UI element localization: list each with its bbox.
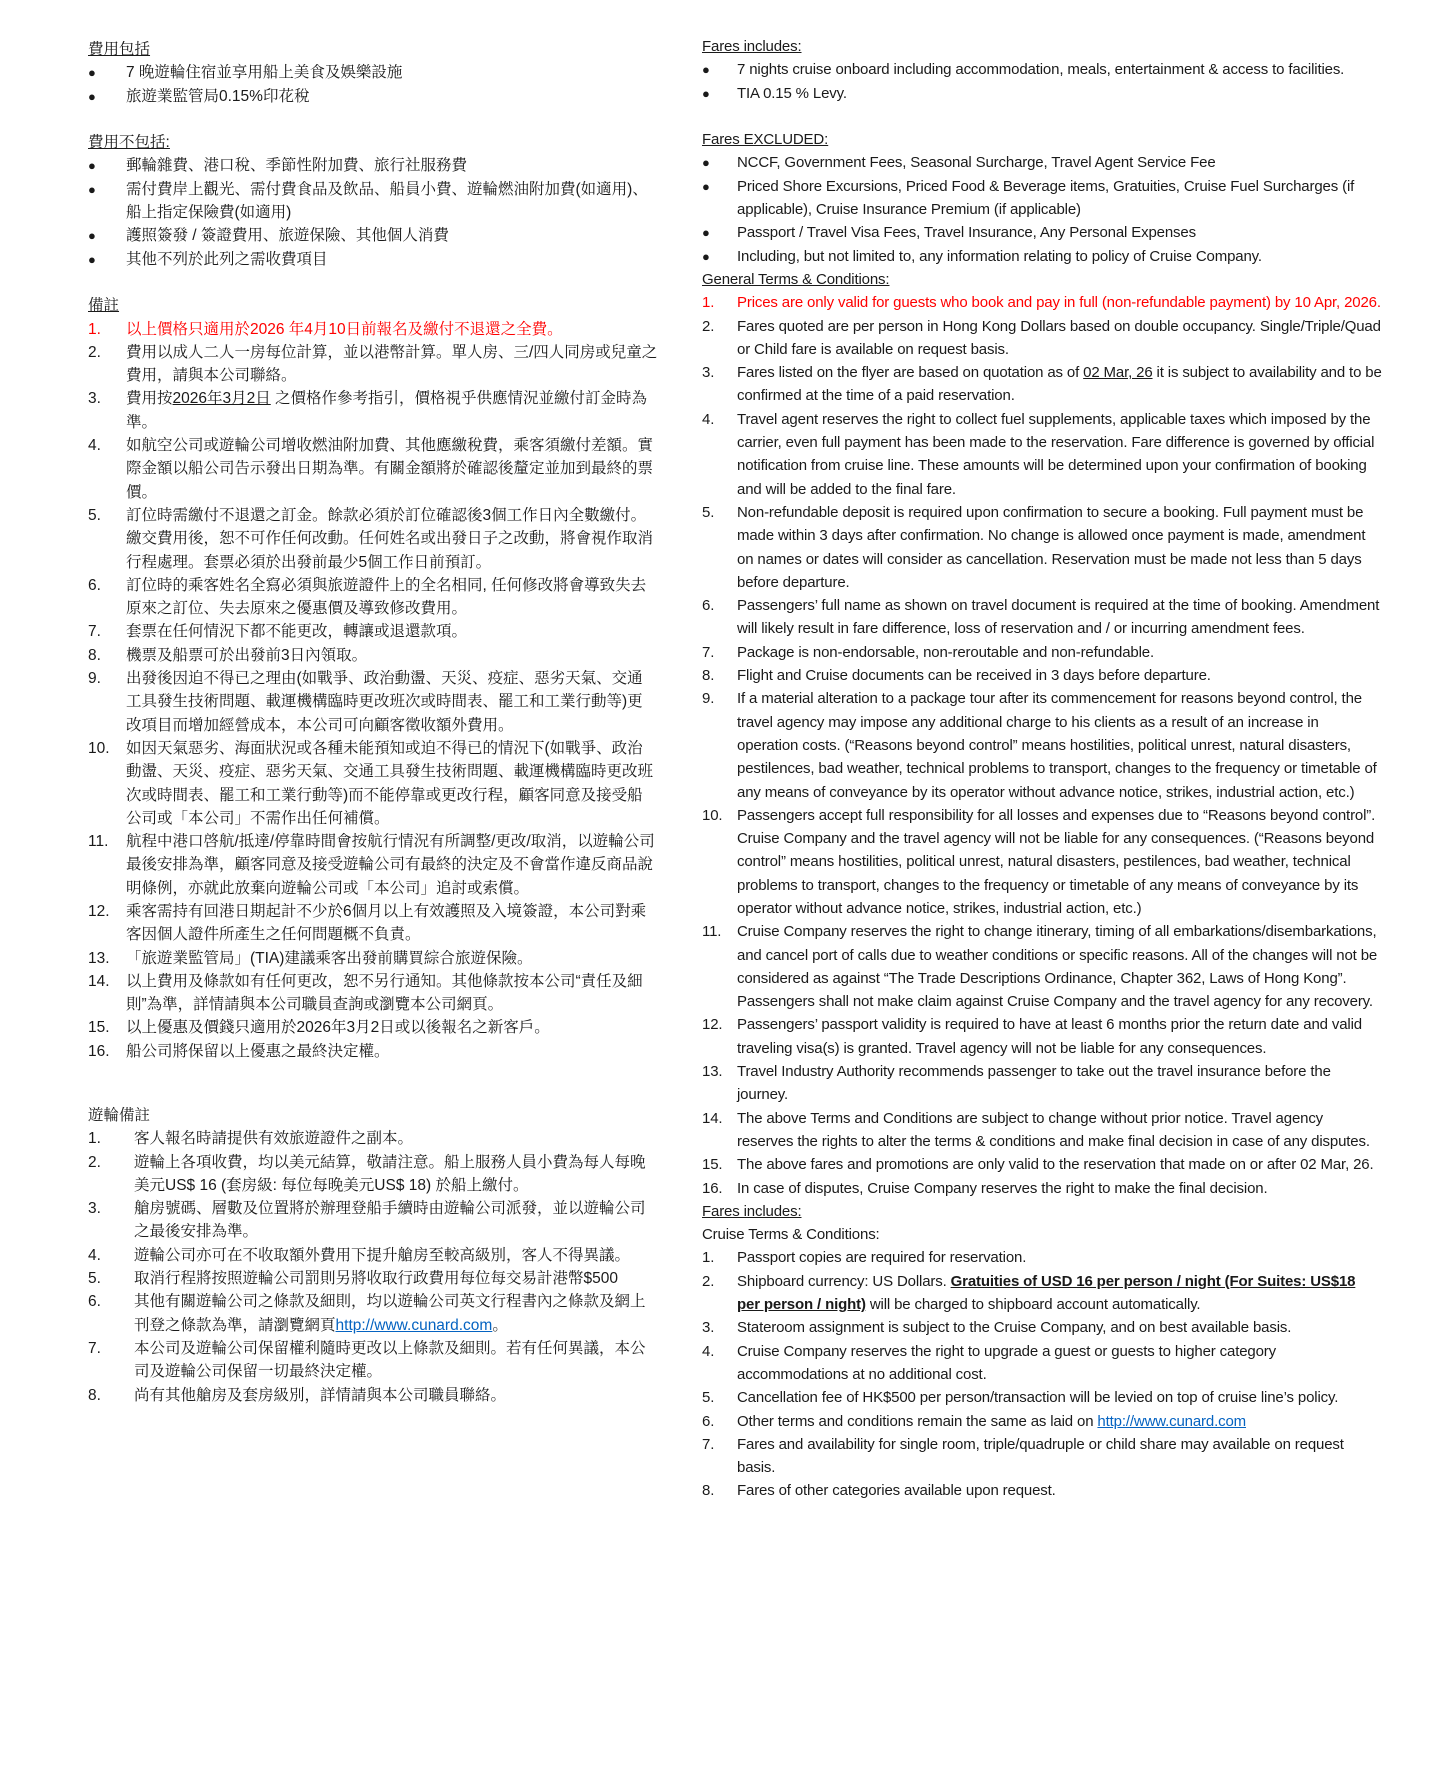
list-item xyxy=(88,248,658,271)
item-text xyxy=(134,1127,658,1150)
text-segment: 套票在任何情況下都不能更改，轉讓或退還款項。 xyxy=(126,623,468,641)
list-item xyxy=(88,1244,658,1267)
list-item xyxy=(702,408,1382,501)
item-number: 7. xyxy=(88,1339,101,1357)
list-item xyxy=(702,1153,1382,1176)
list-item xyxy=(88,434,658,504)
section-heading-notes: 備註 xyxy=(88,297,120,315)
item-number: 9. xyxy=(88,670,101,688)
item-number: 6. xyxy=(702,597,715,615)
list-item xyxy=(88,644,658,667)
item-text xyxy=(737,920,1382,1013)
list-item xyxy=(88,900,658,947)
text-segment: 航程中港口啓航/抵達/停靠時間會按航行情況有所調整/更改/取消，以遊輪公司最後安排為準，顧客同意及接受遊輪公司有最終的決定及不會當作違反商品說明條例，亦就此放棄向遊輪公司或「本公司」追討或索償。 xyxy=(126,833,655,897)
item-number: 6. xyxy=(702,1412,715,1430)
text-segment: Passengers accept full responsibility for all losses and expenses due to “Reasons beyond control”. Cruise Company and the travel agency will not be liable for any consequences. (“Reasons beyond control” means hostilities, political unrest, natural disasters, pestilences, bad weather, technical problems to transport, changes to the frequency or timetable of any means of conveyance by its operator without advance notice, strikes, industrial action, etc.) xyxy=(737,806,1376,917)
item-number: 4. xyxy=(702,1342,715,1360)
english-terms-column xyxy=(702,35,1382,1503)
text-segment: 尚有其他艙房及套房級別，詳情請與本公司職員聯絡。 xyxy=(134,1386,507,1404)
item-number: 3. xyxy=(88,1200,101,1218)
item-text xyxy=(737,1013,1382,1060)
includes-list xyxy=(88,61,658,108)
item-number: 1. xyxy=(702,1249,715,1267)
bullet-icon: ● xyxy=(88,158,96,174)
section-heading-cruise-terms: Cruise Terms & Conditions: xyxy=(702,1226,880,1244)
item-text xyxy=(737,1479,1382,1502)
item-number: 5. xyxy=(88,1270,101,1288)
item-number: 5. xyxy=(88,506,101,524)
section-heading-general-terms: General Terms & Conditions: xyxy=(702,270,890,288)
list-item xyxy=(88,61,658,84)
item-text xyxy=(134,1197,658,1244)
list-item xyxy=(702,1479,1382,1502)
section-heading-fares-includes-2: Fares includes: xyxy=(702,1202,802,1220)
cunard-link[interactable]: http://www.cunard.com xyxy=(1097,1412,1247,1430)
item-number: 5. xyxy=(702,1389,715,1407)
cruise-notes-column xyxy=(88,1104,658,1407)
text-segment: 。 xyxy=(492,1316,508,1334)
item-text xyxy=(737,1107,1382,1154)
item-number: 13. xyxy=(702,1063,723,1081)
bullet-icon: ● xyxy=(88,65,96,81)
item-text xyxy=(737,151,1382,174)
text-segment: 訂位時的乘客姓名全寫必須與旅遊證件上的全名相同, 任何修改將會導致失去原來之訂位、失去原來之優惠價及導致修改費用。 xyxy=(126,576,647,618)
item-text xyxy=(126,248,658,271)
list-item xyxy=(702,664,1382,687)
item-number: 11. xyxy=(702,923,722,941)
text-segment: Fares quoted are per person in Hong Kong Dollars based on double occupancy. Single/Triple/Quad or Child fare is available on request basis. xyxy=(737,317,1381,358)
item-number: 16. xyxy=(702,1179,723,1197)
text-segment: 如航空公司或遊輪公司增收燃油附加費、其他應繳稅費，乘客須繳付差額。實際金額以船公司告示發出日期為準。有關金額將於確認後釐定並加到最終的票價。 xyxy=(126,437,654,501)
list-item xyxy=(88,341,658,388)
item-text xyxy=(737,1246,1382,1269)
list-item xyxy=(702,1386,1382,1409)
item-number: 2. xyxy=(702,1272,715,1290)
bullet-icon: ● xyxy=(702,225,710,241)
item-text xyxy=(737,1433,1382,1480)
bullet-icon: ● xyxy=(702,85,710,101)
fares-includes-list xyxy=(702,58,1382,105)
text-segment: 郵輪雜費、港口稅、季節性附加費、旅行社服務費 xyxy=(126,157,468,175)
list-item xyxy=(702,82,1382,105)
bullet-icon: ● xyxy=(702,248,710,264)
list-item xyxy=(702,641,1382,664)
list-item xyxy=(88,1197,658,1244)
text-segment: 2026年3月2日 xyxy=(172,390,271,408)
item-text xyxy=(134,1384,658,1407)
text-segment: 客人報名時請提供有效旅遊證件之副本。 xyxy=(134,1130,414,1148)
item-text xyxy=(126,644,658,667)
item-text xyxy=(134,1290,658,1337)
item-text xyxy=(126,318,658,341)
section-heading-includes: 費用包括 xyxy=(88,41,151,58)
item-text xyxy=(737,245,1382,268)
item-number: 4. xyxy=(702,410,715,428)
text-segment: Non-refundable deposit is required upon confirmation to secure a booking. Full payment must be made within 3 days after confirmation. No change is allowed once payment is made, amendment on names or dates will consider as cancellation. Reservation must be made not less than 5 days before departure. xyxy=(737,503,1366,591)
text-segment: 如因天氣惡劣、海面狀況或各種未能預知或迫不得已的情況下(如戰爭、政治動盪、天災、疫症、惡劣天氣、交通工具發生技術問題、載運機構臨時更改班次或時間表、罷工和工業行動等)而不能停靠或更改行程，顧客同意及接受船公司或「本公司」不需作出任何補償。 xyxy=(126,739,654,827)
item-number: 8. xyxy=(88,646,101,664)
text-segment: 機票及船票可於出發前3日內領取。 xyxy=(126,646,368,664)
text-segment: Cancellation fee of HK$500 per person/transaction will be levied on top of cruise line’s policy. xyxy=(737,1389,1339,1407)
item-text xyxy=(737,1153,1382,1176)
item-number: 2. xyxy=(702,317,715,335)
list-item xyxy=(88,830,658,900)
list-item xyxy=(702,501,1382,594)
item-text xyxy=(126,830,658,900)
item-number: 7. xyxy=(702,1435,715,1453)
list-item xyxy=(702,291,1382,314)
list-item xyxy=(702,151,1382,174)
bullet-icon: ● xyxy=(88,181,96,197)
list-item xyxy=(702,804,1382,920)
item-text xyxy=(126,61,658,84)
item-text xyxy=(737,1060,1382,1107)
item-text xyxy=(126,178,658,225)
item-number: 14. xyxy=(88,972,110,990)
item-number: 6. xyxy=(88,576,101,594)
item-text xyxy=(737,664,1382,687)
bullet-icon: ● xyxy=(88,88,96,104)
cunard-link[interactable]: http://www.cunard.com xyxy=(335,1316,493,1334)
item-number: 10. xyxy=(88,739,110,757)
item-text xyxy=(126,620,658,643)
item-text xyxy=(126,1040,658,1063)
item-number: 3. xyxy=(702,1319,715,1337)
item-number: 8. xyxy=(702,1482,715,1500)
text-segment: 「旅遊業監管局」(TIA)建議乘客出發前購買綜合旅遊保險。 xyxy=(126,949,533,967)
item-number: 4. xyxy=(88,437,101,455)
item-number: 10. xyxy=(702,806,723,824)
text-segment: Travel Industry Authority recommends passenger to take out the travel insurance before the journey. xyxy=(737,1063,1331,1104)
item-number: 6. xyxy=(88,1293,101,1311)
list-item xyxy=(702,175,1382,222)
text-segment: 護照簽發 / 簽證費用、旅遊保險、其他個人消費 xyxy=(126,227,449,245)
text-segment: 出發後因迫不得已之理由(如戰爭、政治動盪、天災、疫症、惡劣天氣、交通工具發生技術問題、載運機構臨時更改班次或時間表、罷工和工業行動等)更改項目而增加經營成本，本公司可向顧客徵收額外費用。 xyxy=(126,670,643,734)
list-item xyxy=(702,1177,1382,1200)
list-item xyxy=(88,1384,658,1407)
item-text xyxy=(737,1270,1382,1317)
item-number: 12. xyxy=(702,1016,723,1034)
item-text xyxy=(737,408,1382,501)
list-item xyxy=(702,1060,1382,1107)
list-item xyxy=(702,1340,1382,1387)
list-item xyxy=(88,154,658,177)
list-item xyxy=(88,318,658,341)
text-segment: Flight and Cruise documents can be received in 3 days before departure. xyxy=(737,667,1211,685)
item-text xyxy=(134,1267,658,1290)
text-segment: Priced Shore Excursions, Priced Food & Beverage items, Gratuities, Cruise Fuel Surcharges (if applicable), Cruise Insurance Premium (if applicable) xyxy=(737,177,1355,219)
item-text xyxy=(737,361,1382,408)
item-number: 8. xyxy=(702,667,715,685)
item-number: 15. xyxy=(88,1019,110,1037)
item-text xyxy=(126,900,658,947)
list-item xyxy=(88,620,658,643)
text-segment: Passengers’ full name as shown on travel document is required at the time of booking. Amendment will likely result in fare difference, loss of reservation and / or incurring amendment fees. xyxy=(737,597,1380,638)
item-text xyxy=(737,175,1382,222)
text-segment: 旅遊業監管局0.15%印花稅 xyxy=(126,87,310,105)
text-segment: 以上價格只適用於2026 年4月10日前報名及繳付不退還之全費。 xyxy=(126,320,563,338)
item-number: 13. xyxy=(88,949,110,967)
item-text xyxy=(126,387,658,434)
item-number: 3. xyxy=(88,390,101,408)
item-number: 1. xyxy=(88,320,101,338)
text-segment: Stateroom assignment is subject to the Cruise Company, and on best available basis. xyxy=(737,1319,1292,1337)
item-number: 11. xyxy=(88,833,109,851)
item-number: 7. xyxy=(88,623,101,641)
text-segment: 遊輪上各項收費，均以美元結算，敬請注意。船上服務人員小費為每人每晚美元US$ 16 (套房級: 每位每晚美元US$ 18) 於船上繳付。 xyxy=(134,1153,646,1194)
item-number: 12. xyxy=(88,902,110,920)
text-segment: 其他不列於此列之需收費項目 xyxy=(126,250,328,268)
text-segment: Passengers’ passport validity is required to have at least 6 months prior the return date and valid traveling visa(s) is granted. Travel agency will not be liable for any consequences. xyxy=(737,1016,1362,1057)
text-segment: 遊輪公司亦可在不收取額外費用下提升艙房至較高級別，客人不得異議。 xyxy=(134,1246,631,1264)
text-segment: 本公司及遊輪公司保留權利隨時更改以上條款及細則。若有任何異議，本公司及遊輪公司保留一切最終決定權。 xyxy=(134,1339,646,1381)
text-segment: 取消行程將按照遊輪公司罰則另將收取行政費用每位每交易計港幣$500 xyxy=(134,1270,618,1288)
text-segment: 訂位時需繳付不退還之訂金。餘款必須於訂位確認後3個工作日內全數繳付。繳交費用後，恕不可作任何改動。任何姓名或出發日子之改動，將會視作取消行程處理。套票必須於出發前最少5個工作日前預訂。 xyxy=(126,506,654,571)
text-segment: 艙房號碼、層數及位置將於辦理登船手續時由遊輪公司派發，並以遊輪公司之最後安排為準。 xyxy=(134,1200,646,1241)
item-text xyxy=(737,687,1382,803)
item-text xyxy=(134,1337,658,1384)
item-number: 5. xyxy=(702,503,715,521)
fares-excluded-list xyxy=(702,151,1382,267)
item-number: 1. xyxy=(702,294,715,312)
item-text xyxy=(134,1151,658,1198)
text-segment: TIA 0.15 % Levy. xyxy=(737,84,847,102)
list-item xyxy=(702,1410,1382,1433)
cruise-terms-list xyxy=(702,1246,1382,1502)
list-item xyxy=(88,224,658,247)
text-segment: will be charged to shipboard account automatically. xyxy=(865,1296,1201,1314)
item-number: 1. xyxy=(88,1130,101,1148)
item-number: 15. xyxy=(702,1156,723,1174)
item-text xyxy=(737,1177,1382,1200)
text-segment: 船公司將保留以上優惠之最終決定權。 xyxy=(126,1042,390,1060)
item-number: 14. xyxy=(702,1109,723,1127)
text-segment: 需付費岸上觀光、需付費食品及飲品、船員小費、遊輪燃油附加費(如適用)、船上指定保險費(如適用) xyxy=(126,180,648,222)
text-segment: 以上優惠及價錢只適用於2026年3月2日或以後報名之新客戶。 xyxy=(126,1019,550,1037)
section-heading-fares-excluded: Fares EXCLUDED: xyxy=(702,131,829,149)
list-item xyxy=(702,1246,1382,1269)
chinese-terms-column xyxy=(88,38,658,1063)
section-heading-fares-includes: Fares includes: xyxy=(702,38,802,55)
item-number: 8. xyxy=(88,1386,101,1404)
bullet-icon: ● xyxy=(702,178,710,194)
text-segment: 費用按 xyxy=(126,390,173,408)
text-segment: Fares listed on the flyer are based on quotation as of xyxy=(737,364,1084,382)
item-text xyxy=(737,594,1382,641)
item-text xyxy=(126,504,658,574)
item-text xyxy=(737,1340,1382,1387)
item-number: 16. xyxy=(88,1042,110,1060)
bullet-icon: ● xyxy=(88,251,96,267)
list-item xyxy=(702,1013,1382,1060)
text-segment: 費用以成人二人一房每位計算，並以港幣計算。單人房、三/四人同房或兒童之費用，請與本公司聯絡。 xyxy=(126,343,658,385)
list-item xyxy=(702,245,1382,268)
list-item xyxy=(702,920,1382,1013)
general-terms-list xyxy=(702,291,1382,1200)
bullet-icon: ● xyxy=(702,62,710,78)
text-segment: 之價格作參考指引，價格視乎供應情況並繳付訂金時為準。 xyxy=(126,390,648,431)
item-text xyxy=(737,315,1382,362)
list-item xyxy=(88,1127,658,1150)
text-segment: Fares and availability for single room, triple/quadruple or child share may available on request basis. xyxy=(737,1435,1344,1477)
item-text xyxy=(126,947,658,970)
list-item xyxy=(702,1316,1382,1339)
item-number: 2. xyxy=(88,1153,101,1171)
list-item xyxy=(88,1290,658,1337)
list-item xyxy=(88,504,658,574)
text-segment: 7 晚遊輪住宿並享用船上美食及娛樂設施 xyxy=(126,64,403,82)
list-item xyxy=(88,85,658,108)
list-item xyxy=(702,315,1382,362)
list-item xyxy=(88,947,658,970)
text-segment: 02 Mar, 26 xyxy=(1083,364,1153,382)
item-text xyxy=(126,434,658,504)
item-text xyxy=(126,667,658,737)
item-text xyxy=(134,1244,658,1267)
list-item xyxy=(88,387,658,434)
text-segment: Passport copies are required for reservation. xyxy=(737,1249,1027,1267)
item-text xyxy=(737,221,1382,244)
list-item xyxy=(88,1151,658,1198)
item-text xyxy=(737,641,1382,664)
list-item xyxy=(702,221,1382,244)
bullet-icon: ● xyxy=(88,228,96,244)
text-segment: Gratuities of USD 16 per person / night (For Suites: US$18 per person / night) xyxy=(737,1272,1356,1314)
item-text xyxy=(737,501,1382,594)
list-item xyxy=(702,687,1382,803)
item-number: 2. xyxy=(88,343,101,361)
item-text xyxy=(126,574,658,621)
list-item xyxy=(88,1337,658,1384)
text-segment: 7 nights cruise onboard including accommodation, meals, entertainment & access to facilities. xyxy=(737,61,1345,79)
text-segment: The above fares and promotions are only valid to the reservation that made on or after 02 Mar, 26. xyxy=(737,1156,1374,1174)
text-segment: If a material alteration to a package tour after its commencement for reasons beyond control, the travel agency may impose any additional charge to his clients as a result of an increase in operation costs. (“Reasons beyond control” means hostilities, political unrest, natural disasters, pestilences, bad weather, technical problems to transport, changes to the frequency or timetable of any means of conveyance by its operator without advance notice, strikes, industrial action, etc.) xyxy=(737,690,1377,801)
section-heading-excludes: 費用不包括: xyxy=(88,134,170,152)
list-item xyxy=(88,1016,658,1039)
notes-list xyxy=(88,318,658,1064)
list-item xyxy=(88,970,658,1017)
list-item xyxy=(702,594,1382,641)
section-heading-cruise-notes: 遊輪備註 xyxy=(88,1107,151,1124)
text-segment: Including, but not limited to, any information relating to policy of Cruise Company. xyxy=(737,247,1262,265)
list-item xyxy=(88,1267,658,1290)
item-text xyxy=(737,804,1382,920)
list-item xyxy=(702,361,1382,408)
item-text xyxy=(126,341,658,388)
text-segment: The above Terms and Conditions are subject to change without prior notice. Travel agency reserves the rights to alter the terms & conditions and make final decision in case of any disputes. xyxy=(737,1109,1370,1150)
list-item xyxy=(88,574,658,621)
item-text xyxy=(737,58,1382,81)
text-segment: Cruise Company reserves the right to upgrade a guest or guests to higher category accommodations at no additional cost. xyxy=(737,1342,1276,1383)
item-text xyxy=(737,1386,1382,1409)
text-segment: Package is non-endorsable, non-reroutable and non-refundable. xyxy=(737,643,1154,661)
bullet-icon: ● xyxy=(702,155,710,171)
item-number: 4. xyxy=(88,1246,101,1264)
item-text xyxy=(737,82,1382,105)
item-text xyxy=(126,154,658,177)
item-text xyxy=(126,224,658,247)
excludes-list xyxy=(88,154,658,270)
text-segment: Travel agent reserves the right to collect fuel supplements, applicable taxes which imposed by the carrier, even full payment has been made to the reservation. Fare difference is governed by official notification from cruise line. These amounts will be determined upon your confirmation of booking and will be added to the final fare. xyxy=(737,410,1375,498)
text-segment: 以上費用及條款如有任何更改，恕不另行通知。其他條款按本公司“責任及細則”為準，詳情請與本公司職員查詢或瀏覽本公司網頁。 xyxy=(126,972,643,1014)
item-number: 7. xyxy=(702,643,715,661)
item-text xyxy=(737,1316,1382,1339)
list-item xyxy=(702,1270,1382,1317)
text-segment: Passport / Travel Visa Fees, Travel Insurance, Any Personal Expenses xyxy=(737,224,1196,242)
item-text xyxy=(126,85,658,108)
list-item xyxy=(702,1433,1382,1480)
list-item xyxy=(88,178,658,225)
text-segment: Prices are only valid for guests who book and pay in full (non-refundable payment) by 10 Apr, 2026. xyxy=(737,294,1381,312)
list-item xyxy=(702,58,1382,81)
item-text xyxy=(126,737,658,830)
text-segment: Cruise Company reserves the right to change itinerary, timing of all embarkations/disembarkations, and cancel port of calls due to weather conditions or specific reasons. All of the changes will not be considered as against “The Trade Descriptions Ordinance, Chapter 362, Laws of Hong Kong”. Passengers shall not make claim against Cruise Company and the travel agency for any recovery. xyxy=(737,923,1378,1011)
text-segment: NCCF, Government Fees, Seasonal Surcharge, Travel Agent Service Fee xyxy=(737,154,1216,172)
text-segment: In case of disputes, Cruise Company reserves the right to make the final decision. xyxy=(737,1179,1268,1197)
cruise-notes-list xyxy=(88,1127,658,1407)
list-item xyxy=(88,1040,658,1063)
text-segment: 其他有關遊輪公司之條款及細則，均以遊輪公司英文行程書內之條款及網上刊登之條款為準，請瀏覽網頁 xyxy=(134,1293,646,1334)
item-text xyxy=(737,291,1382,314)
list-item xyxy=(702,1107,1382,1154)
item-number: 9. xyxy=(702,690,715,708)
item-text xyxy=(126,1016,658,1039)
text-segment: Shipboard currency: US Dollars. xyxy=(737,1272,951,1290)
text-segment: 乘客需持有回港日期起計不少於6個月以上有效護照及入境簽證，本公司對乘客因個人證件所產生之任何問題概不負責。 xyxy=(126,902,647,944)
text-segment: Other terms and conditions remain the same as laid on xyxy=(737,1412,1098,1430)
list-item xyxy=(88,667,658,737)
list-item xyxy=(88,737,658,830)
text-segment: Fares of other categories available upon request. xyxy=(737,1482,1056,1500)
item-text xyxy=(126,970,658,1017)
item-number: 3. xyxy=(702,364,715,382)
item-text xyxy=(737,1410,1382,1433)
text-segment: it is subject to availability and to be confirmed at the time of a paid reservation. xyxy=(737,364,1382,405)
